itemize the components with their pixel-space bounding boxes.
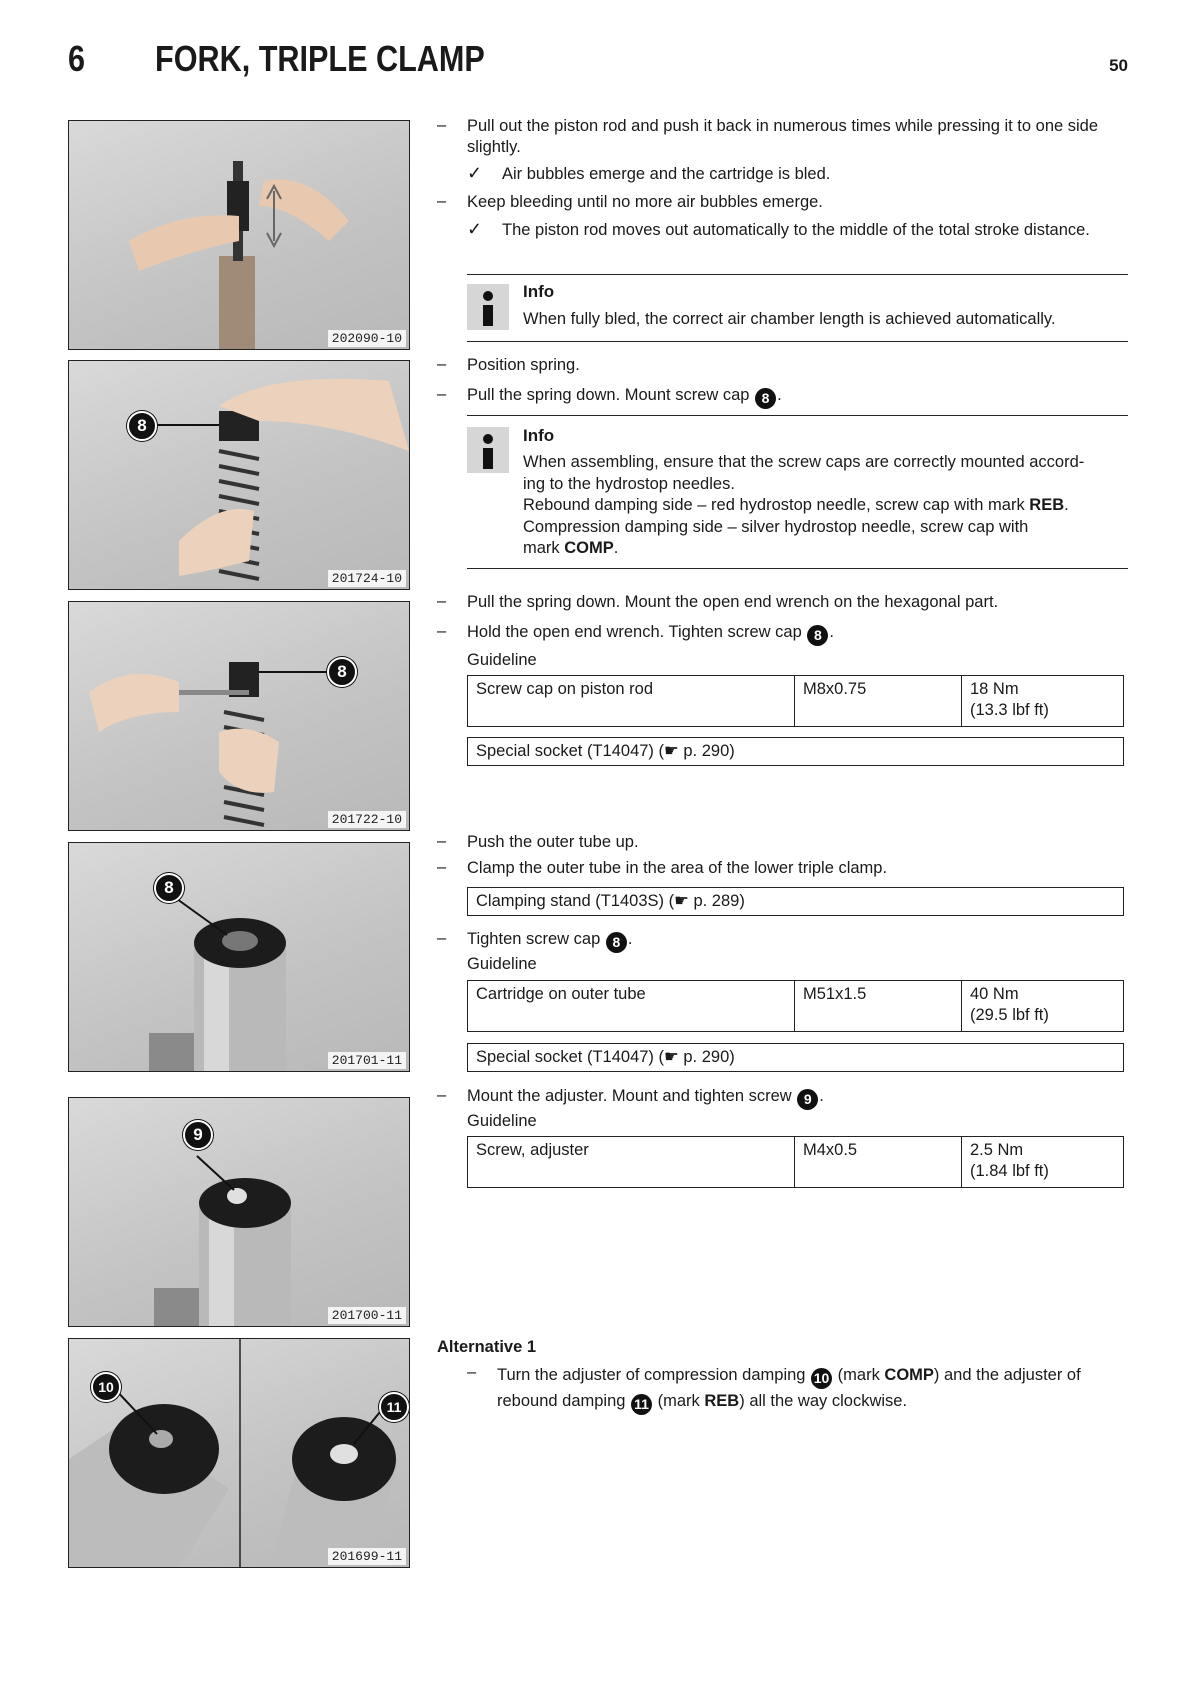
- photo-tighten-screw-cap: [68, 601, 410, 831]
- divider: [467, 274, 1128, 275]
- step-text: (mark: [657, 1392, 700, 1410]
- step-position-spring: Position spring.: [467, 356, 580, 374]
- step-dash: –: [437, 929, 447, 947]
- photo-id: 201722-10: [328, 811, 406, 828]
- page-number: 50: [1109, 56, 1128, 75]
- callout-8: 8: [327, 657, 357, 687]
- callout-8: 8: [127, 411, 157, 441]
- step-clamp-outer-tube: Clamp the outer tube in the area of the lower triple clamp.: [467, 859, 888, 877]
- guideline-label: Guideline: [467, 955, 537, 973]
- step-dash: –: [437, 858, 447, 876]
- info-line: mark COMP.: [523, 539, 619, 557]
- photo-outer-tube-clamped: [68, 842, 410, 1072]
- photo-mount-screw-cap: [68, 360, 410, 590]
- torque-lbf: (13.3 lbf ft): [970, 701, 1049, 719]
- step-push-outer-tube: Push the outer tube up.: [467, 833, 639, 851]
- callout-9: 9: [183, 1120, 213, 1150]
- torque-lbf: (29.5 lbf ft): [970, 1006, 1049, 1024]
- callout-8: 8: [154, 873, 184, 903]
- mark-reb: REB: [1029, 496, 1065, 514]
- divider: [467, 415, 1128, 416]
- callout-ref-8: 8: [807, 625, 828, 646]
- torque-lbf: (1.84 lbf ft): [970, 1162, 1049, 1180]
- torque-cell: [962, 676, 1124, 727]
- callout-ref-10: 10: [811, 1368, 832, 1389]
- illustration-outer-tube: [69, 843, 410, 1072]
- result-air-bubbles: Air bubbles emerge and the cartridge is bled.: [502, 165, 831, 183]
- part-cell: Cartridge on outer tube: [468, 981, 795, 1032]
- step-dash: –: [437, 1086, 447, 1104]
- chapter-number: 6: [68, 38, 86, 79]
- callout-ref-8: 8: [755, 388, 776, 409]
- illustration-adjuster: [69, 1098, 410, 1327]
- alternative-heading: Alternative 1: [437, 1338, 537, 1356]
- step-text: rebound damping: [497, 1392, 626, 1410]
- step-text: Hold the open end wrench. Tighten screw cap: [467, 623, 802, 641]
- thread-cell: M51x1.5: [795, 981, 962, 1032]
- photo-id: 202090-10: [328, 330, 406, 347]
- guideline-label: Guideline: [467, 651, 537, 669]
- info-icon: [467, 427, 509, 473]
- mark-comp: COMP: [564, 539, 614, 557]
- info-text: Rebound damping side – red hydrostop needle, screw cap with mark: [523, 496, 1025, 514]
- special-tool-socket: Special socket (T14047) (☛ p. 290): [467, 737, 1124, 766]
- thread-cell: M8x0.75: [795, 676, 962, 727]
- part-cell: Screw, adjuster: [468, 1137, 795, 1188]
- callout-ref-9: 9: [797, 1089, 818, 1110]
- step-pull-piston-rod: Pull out the piston rod and push it back in numerous times while pressing it to one side slightly.: [467, 117, 1099, 156]
- step-keep-bleeding: Keep bleeding until no more air bubbles emerge.: [467, 193, 823, 211]
- photo-bleeding-piston-rod: [68, 120, 410, 350]
- step-dash: –: [437, 355, 447, 373]
- photo-mount-adjuster: [68, 1097, 410, 1327]
- step-line: [497, 1389, 1128, 1415]
- mark-reb: REB: [704, 1392, 740, 1410]
- torque-cell: [962, 1137, 1124, 1188]
- photo-id: 201701-11: [328, 1052, 406, 1069]
- callout-ref-8: 8: [606, 932, 627, 953]
- info-text: mark: [523, 539, 560, 557]
- special-tool-socket: Special socket (T14047) (☛ p. 290): [467, 1043, 1124, 1072]
- step-text: (mark: [837, 1366, 880, 1384]
- step-text: Turn the adjuster of compression damping: [497, 1366, 806, 1384]
- torque-table: [467, 1136, 1124, 1188]
- info-title: Info: [523, 282, 555, 301]
- step-mount-wrench: Pull the spring down. Mount the open end wrench on the hexagonal part.: [467, 593, 999, 611]
- photo-id: 201700-11: [328, 1307, 406, 1324]
- photo-id: 201699-11: [328, 1548, 406, 1565]
- photo-adjusters-comp-reb: [68, 1338, 410, 1568]
- torque-nm: 18 Nm: [970, 680, 1019, 698]
- torque-nm: 2.5 Nm: [970, 1141, 1024, 1159]
- info-line: When assembling, ensure that the screw caps are correctly mounted accord-: [523, 453, 1085, 471]
- step-dash: –: [437, 192, 447, 210]
- info-title: Info: [523, 426, 555, 445]
- step-tighten-screw-cap: Hold the open end wrench. Tighten screw cap 8 .: [467, 622, 1128, 646]
- step-text: ) all the way clockwise.: [739, 1392, 908, 1410]
- photo-id: 201724-10: [328, 570, 406, 587]
- step-dash: –: [437, 592, 447, 610]
- step-mount-screw-cap: Pull the spring down. Mount screw cap 8 .: [467, 385, 1128, 409]
- table-row: [468, 676, 1124, 727]
- step-dash: –: [437, 116, 447, 134]
- step-dash: –: [437, 832, 447, 850]
- step-text: Tighten screw cap: [467, 930, 601, 948]
- table-row: [468, 1137, 1124, 1188]
- check-icon: ✓: [467, 219, 483, 239]
- step-line: [497, 1363, 1128, 1389]
- step-mount-adjuster: Mount the adjuster. Mount and tighten screw 9 .: [467, 1086, 1128, 1110]
- thread-cell: M4x0.5: [795, 1137, 962, 1188]
- step-dash: –: [467, 1363, 477, 1381]
- divider: [467, 341, 1128, 342]
- callout-10: 10: [91, 1372, 121, 1402]
- info-icon: [467, 284, 509, 330]
- step-text: Pull the spring down. Mount screw cap: [467, 386, 750, 404]
- step-text: ) and the adjuster of: [933, 1366, 1081, 1384]
- info-line: Rebound damping side – red hydrostop needle, screw cap with mark REB.: [523, 496, 1069, 514]
- info-line: Compression damping side – silver hydrostop needle, screw cap with: [523, 517, 1029, 536]
- step-text: Mount the adjuster. Mount and tighten screw: [467, 1087, 792, 1105]
- illustration-wrench: [69, 602, 410, 831]
- torque-table: [467, 980, 1124, 1032]
- callout-11: 11: [379, 1392, 409, 1422]
- torque-table: [467, 675, 1124, 727]
- info-body-assembly: [523, 452, 1126, 560]
- step-tighten-screw-cap: Tighten screw cap 8 .: [467, 929, 1128, 953]
- mark-comp: COMP: [884, 1366, 934, 1384]
- step-turn-adjusters: [497, 1363, 1128, 1415]
- illustration-spring: [69, 361, 410, 590]
- special-tool-clamping-stand: Clamping stand (T1403S) (☛ p. 289): [467, 887, 1124, 916]
- check-icon: ✓: [467, 163, 483, 183]
- table-row: [468, 981, 1124, 1032]
- divider: [467, 568, 1128, 569]
- torque-nm: 40 Nm: [970, 985, 1019, 1003]
- callout-ref-11: 11: [631, 1394, 652, 1415]
- step-dash: –: [437, 622, 447, 640]
- info-line: ing to the hydrostop needles.: [523, 474, 735, 493]
- result-piston-rod-moves: The piston rod moves out automatically to the middle of the total stroke distance.: [502, 221, 1090, 239]
- illustration-adjusters: [69, 1339, 410, 1568]
- info-body: When fully bled, the correct air chamber length is achieved automatically.: [523, 310, 1056, 328]
- guideline-label: Guideline: [467, 1112, 537, 1130]
- torque-cell: [962, 981, 1124, 1032]
- part-cell: Screw cap on piston rod: [468, 676, 795, 727]
- chapter-title: FORK, TRIPLE CLAMP: [155, 38, 485, 79]
- step-dash: –: [437, 385, 447, 403]
- illustration-piston-rod: [69, 121, 410, 350]
